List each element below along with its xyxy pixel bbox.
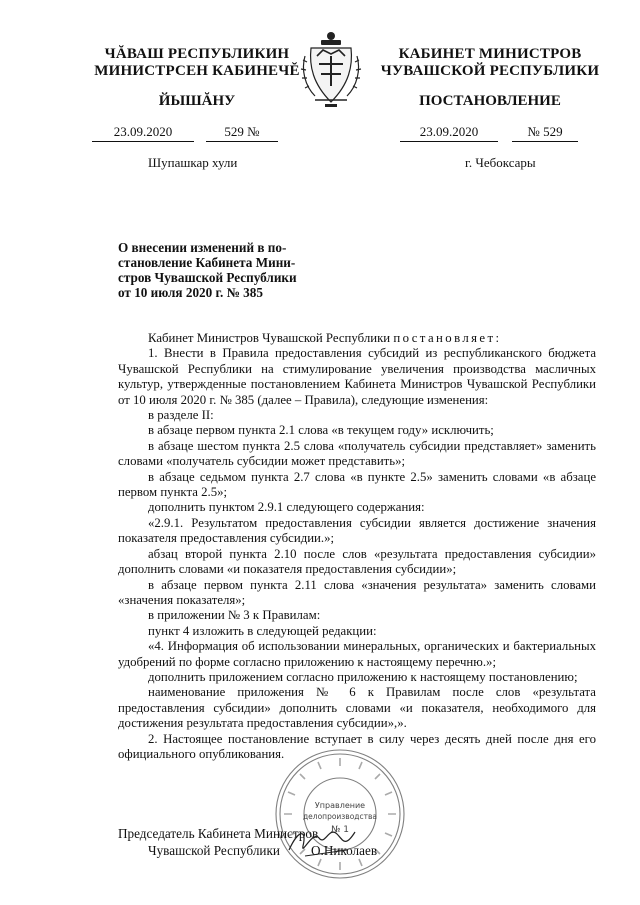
paragraph-3: в абзаце первом пункта 2.1 слова «в текущем году» исключить;	[148, 423, 494, 438]
paragraph-11: пункт 4 изложить в следующей редакции:	[148, 623, 377, 638]
signature-position-line2: Чувашской Республики	[148, 843, 280, 858]
title-line1: О внесении изменений в по-	[118, 240, 287, 255]
right-org-line2: ЧУВАШСКОЙ РЕСПУБЛИКИ	[380, 63, 600, 79]
coat-of-arms-emblem	[299, 26, 363, 110]
paragraph-14: наименование приложения № 6 к Правилам после слов «результата предоставления субсидии» дополнить словами «и показателя, необходимого для достижения результата предоставления субсидии»,».	[118, 685, 596, 731]
paragraph-15: 2. Настоящее постановление вступает в силу через десять дней после дня его официального опубликования.	[118, 731, 596, 761]
right-org-name	[380, 46, 600, 80]
right-number: № 529	[512, 124, 578, 142]
intro-text: Кабинет Министров Чувашской Республики	[148, 331, 391, 345]
right-doc-type: ПОСТАНОВЛЕНИЕ	[419, 93, 561, 109]
paragraph-2: в разделе II:	[148, 408, 214, 423]
left-org-line1: ЧĂВАШ РЕСПУБЛИКИН	[104, 46, 290, 62]
left-number: 529 №	[206, 124, 278, 142]
document-body	[118, 331, 596, 762]
paragraph-8: абзац второй пункта 2.10 после слов «результата предоставления субсидии» дополнить словами «и показателя предоставления субсидии»;	[118, 546, 596, 577]
title-line3: стров Чувашской Республики	[118, 270, 297, 285]
seal-line3: № 1	[331, 825, 349, 835]
paragraph-1: 1. Внести в Правила предоставления субсидий из республиканского бюджета Чувашской Республики на стимулирование увеличения производства масличных культур, утвержденные постановлением Кабинета Министров Чувашской Республики от 10 июля 2020 г. № 385 (далее – Правила), следующие изменения:	[118, 346, 596, 407]
paragraph-10: в приложении № 3 к Правилам:	[148, 608, 321, 623]
right-date: 23.09.2020	[400, 124, 498, 142]
paragraph-6: дополнить пунктом 2.9.1 следующего содержания:	[148, 500, 425, 515]
seal-line2: делопроизводства	[302, 812, 378, 821]
document-title	[118, 240, 314, 300]
left-doc-type: ЙЫШĂНУ	[158, 93, 236, 109]
paragraph-5: в абзаце седьмом пункта 2.7 слова «в пункте 2.5» заменить словами «в абзаце первом пункта 2.5»;	[118, 469, 596, 500]
right-place: г. Чебоксары	[465, 155, 536, 170]
left-date: 23.09.2020	[92, 124, 194, 142]
left-place: Шупашкар хули	[148, 155, 238, 170]
signature-position-line1: Председатель Кабинета Министров	[118, 826, 319, 841]
paragraph-12: «4. Информация об использовании минеральных, органических и бактериальных удобрений по форме согласно приложению к настоящему перечню.»;	[118, 639, 596, 669]
left-org-line2: МИНИСТРСЕН КАБИНЕЧĔ	[94, 63, 300, 79]
signatory-name: О.Николаев	[311, 843, 378, 858]
paragraph-4: в абзаце шестом пункта 2.5 слова «получатель субсидии представляет» заменить словами «получатель субсидии может представить»;	[118, 438, 596, 469]
right-org-line1: КАБИНЕТ МИНИСТРОВ	[398, 46, 582, 62]
paragraph-7: «2.9.1. Результатом предоставления субсидии является достижение значения показателя предоставления субсидии.»;	[118, 515, 596, 546]
handwritten-signature	[285, 820, 365, 864]
seal-line1: Управление	[314, 801, 366, 810]
left-org-name	[92, 46, 302, 80]
title-line2: становление Кабинета Мини-	[118, 255, 296, 270]
intro-spaced-verb: постановляет:	[393, 331, 502, 345]
paragraph-13: дополнить приложением согласно приложению к настоящему постановлению;	[148, 669, 578, 684]
title-line4: от 10 июля 2020 г. № 385	[118, 285, 263, 300]
intro-paragraph	[118, 331, 596, 346]
paragraph-9: в абзаце первом пункта 2.11 слова «значения результата» заменить словами «значения показателя»;	[118, 577, 596, 607]
